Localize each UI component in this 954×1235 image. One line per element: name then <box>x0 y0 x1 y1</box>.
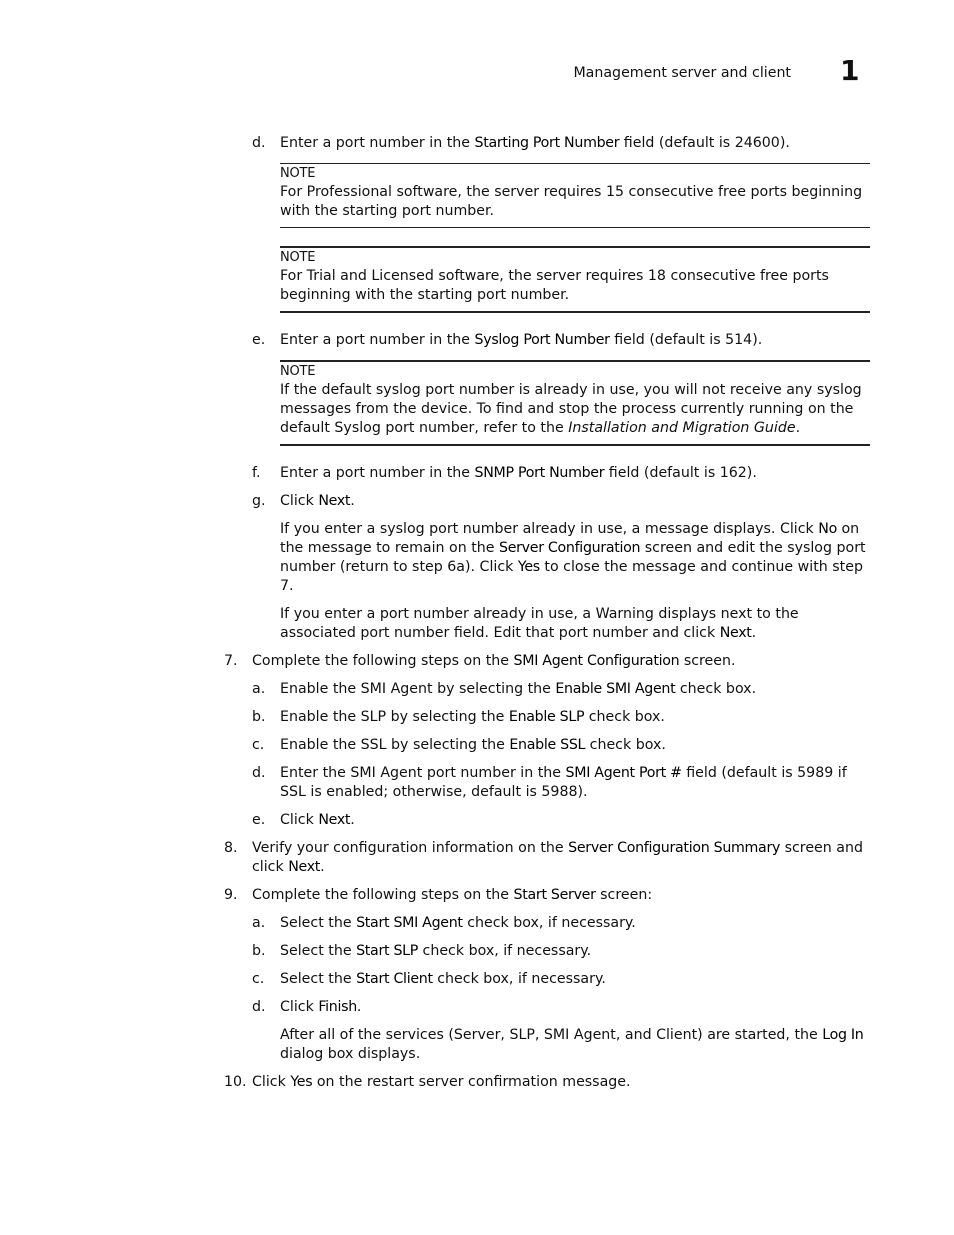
step-6e: e. Enter a port number in the Syslog Port Number field (default is 514). <box>252 332 763 348</box>
step-9b: b. Select the Start SLP check box, if necessary. <box>252 943 592 959</box>
guide-reference: Installation and Migration Guide <box>568 420 796 436</box>
chapter-number: 1 <box>840 54 860 87</box>
step-7: 7. Complete the following steps on the SMI Agent Configuration screen. <box>224 653 736 669</box>
note-label: NOTE <box>280 250 316 265</box>
note-syslog: NOTE If the default syslog port number is already in use, you will not receive any syslog messages from the device. To find and stop the process currently running on the default Syslog port number, refer to the Installation and Migration Guide. <box>280 360 870 446</box>
step-9a: a. Select the Start SMI Agent check box, if necessary. <box>252 915 636 931</box>
step-6d: d. Enter a port number in the Starting Port Number field (default is 24600). <box>252 135 790 151</box>
step-9: 9. Complete the following steps on the Start Server screen: <box>224 887 653 903</box>
step-7e: e. Click Next. <box>252 812 355 828</box>
note-professional: NOTE For Professional software, the server requires 15 consecutive free ports beginning with the starting port number. <box>280 163 870 228</box>
header-title: Management server and client <box>573 65 791 81</box>
step-7b: b. Enable the SLP by selecting the Enable SLP check box. <box>252 709 665 725</box>
document-body <box>0 134 954 1101</box>
step-6f: f. Enter a port number in the SNMP Port Number field (default is 162). <box>252 465 757 481</box>
note-label: NOTE <box>280 166 316 181</box>
step-7d: d. Enter the SMI Agent port number in the SMI Agent Port # field (default is 5989 if SSL is enabled; otherwise, default is 5988). <box>252 765 847 800</box>
step-6g: g. Click Next. <box>252 493 355 509</box>
step-6g-paragraph-2: If you enter a port number already in use, a Warning displays next to the associated port number field. Edit that port number and click Next. <box>280 606 799 641</box>
step-6g-paragraph-1: If you enter a syslog port number already in use, a message displays. Click No on the message to remain on the Server Configuration screen and edit the syslog port number (return to step 6a). Click Yes to close the message and continue with step 7. <box>280 521 866 594</box>
note-trial-licensed: NOTE For Trial and Licensed software, the server requires 18 consecutive free ports beginning with the starting port number. <box>280 246 870 313</box>
step-9c: c. Select the Start Client check box, if necessary. <box>252 971 606 987</box>
step-8: 8. Verify your configuration information on the Server Configuration Summary screen and click Next. <box>224 840 863 875</box>
step-9d: d. Click Finish. <box>252 999 362 1015</box>
step-9d-paragraph: After all of the services (Server, SLP, SMI Agent, and Client) are started, the Log In dialog box displays. <box>280 1027 864 1062</box>
step-7c: c. Enable the SSL by selecting the Enable SSL check box. <box>252 737 666 753</box>
note-label: NOTE <box>280 364 316 379</box>
step-10: 10. Click Yes on the restart server confirmation message. <box>224 1074 631 1090</box>
step-7a: a. Enable the SMI Agent by selecting the Enable SMI Agent check box. <box>252 681 757 697</box>
